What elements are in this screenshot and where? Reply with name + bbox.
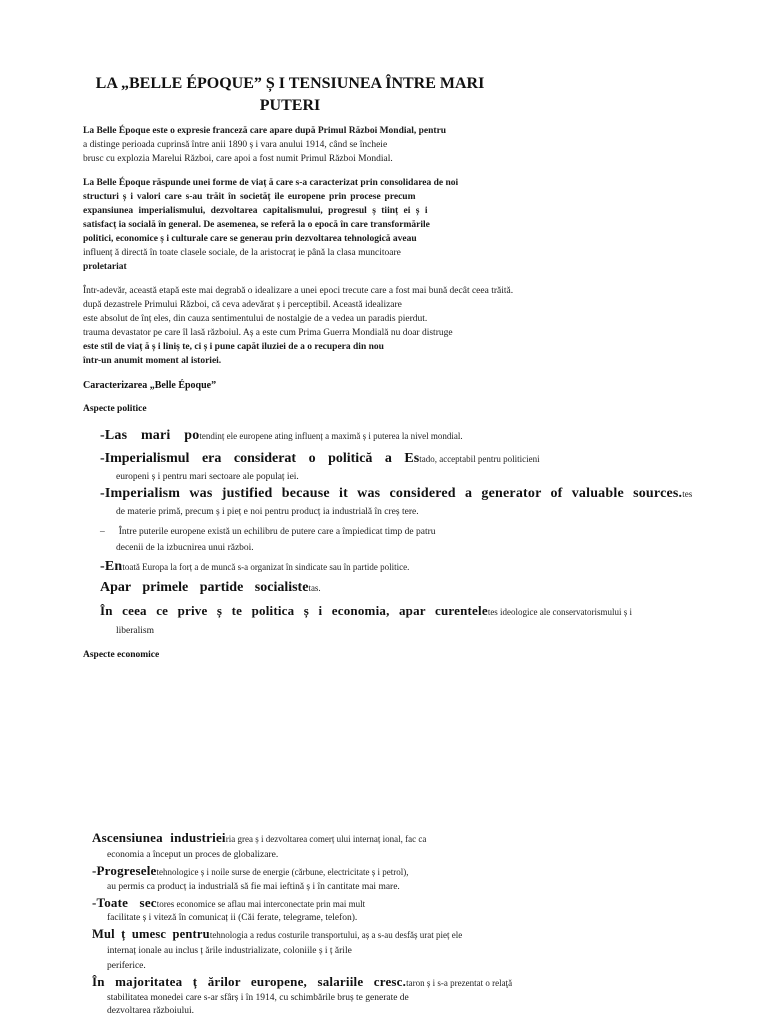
economic-item: -Progreseletehnologice ș i noile surse de energie (cărbune, electricitate ș i petrol),	[92, 863, 409, 878]
paragraph-line: proletariat	[83, 262, 127, 272]
political-item-continuation: decenii de la izbucnirea unui război.	[116, 543, 254, 553]
economic-item-continuation: stabilitatea monedei care s-ar sfârș i în 1914, cu schimbările bruș te generate de	[107, 993, 409, 1003]
paragraph-line: după dezastrele Primului Război, că ceva adevărat ș i perceptibil. Această idealizare	[83, 300, 402, 310]
paragraph-line: într-un anumit moment al istoriei.	[83, 356, 222, 366]
economic-item-continuation: facilitate ș i viteză în comunicaț ii (Căi ferate, telegrame, telefon).	[107, 913, 358, 923]
economic-item-continuation: au permis ca producț ia industrială să fie mai ieftină ș i în cantitate mai mare.	[107, 882, 400, 892]
political-item: -Entoată Europa la forț a de muncă s-a organizat în sindicate sau în partide politice.	[100, 559, 410, 574]
economic-item: În majoritatea ț ărilor europene, salariile cresc.taron ș i s-a prezentat o relaţă	[92, 974, 513, 989]
economic-item: Ascensiunea industrieiria grea ș i dezvoltarea comerț ului internaț ional, fac ca	[92, 830, 427, 845]
economic-item-continuation: dezvoltarea războiului.	[107, 1006, 195, 1016]
paragraph-line: este absolut de înț eles, din cauza sentimentului de nostalgie de a vedea un paradis pierdut.	[83, 314, 428, 324]
political-item-continuation: de materie primă, precum ș i pieț e noi pentru producț ia industrială în creș tere.	[116, 507, 419, 517]
paragraph-line: expansiunea imperialismului, dezvoltarea capitalismului, progresul ș tiinț ei ș i	[83, 206, 428, 216]
political-item: -Imperialismul era considerat o politică a Estado, acceptabil pentru politicieni	[100, 451, 540, 466]
subsection-heading: Aspecte politice	[83, 404, 147, 414]
paragraph-line: structuri ș i valori care s-au trăit în societăț ile europene prin procese precum	[83, 192, 416, 202]
economic-item-continuation: periferice.	[107, 961, 146, 971]
political-item: -Las mari potendinț ele europene ating influenț a maximă ș i puterea la nivel mondial.	[100, 428, 463, 443]
political-item: -Imperialism was justified because it was considered a generator of valuable sources.tes	[100, 486, 693, 501]
paragraph-line: Într-adevăr, această etapă este mai degrabă o idealizare a unei epoci trecute care a fost mai bună decât ceea trăită.	[83, 286, 514, 296]
paragraph-line: politici, economice ș i culturale care se generau prin dezvoltarea tehnologică aveau	[83, 234, 417, 244]
paragraph-line: La Belle Époque răspunde unei forme de viaț ă care s-a caracterizat prin consolidarea de noi	[83, 178, 459, 188]
document-title-line-1: LA „BELLE ÉPOQUE” Ș I TENSIUNEA ÎNTRE MARI	[95, 75, 485, 92]
intro-line: La Belle Époque este o expresie franceză care apare după Primul Război Mondial, pentru	[83, 126, 447, 136]
political-item: – Între puterile europene există un echilibru de putere care a împiedicat timp de patru	[100, 527, 436, 537]
paragraph-line: este stil de viaț ă ș i liniș te, ci ș i pune capăt iluziei de a o recupera din nou	[83, 342, 384, 352]
paragraph-line: influenț ă directă în toate clasele sociale, de la aristocraț ie până la clasa muncitoare	[83, 248, 401, 258]
intro-line: brusc cu explozia Marelui Război, care apoi a fost numit Primul Război Mondial.	[83, 154, 393, 164]
economic-item-continuation: internaț ionale au inclus ț ările industrializate, coloniile ș i ț ările	[107, 946, 352, 956]
paragraph-line: trauma devastator pe care îl lasă războiul. Aș a este cum Prima Guerra Mondială nu doar distruge	[83, 328, 453, 338]
economic-item: -Toate sectores economice se aflau mai interconectate prin mai mult	[92, 895, 366, 910]
document-title-line-2: PUTERI	[259, 97, 321, 114]
intro-line: a distinge perioada cuprinsă între anii 1890 ș i vara anului 1914, când se încheie	[83, 140, 388, 150]
political-item: În ceea ce prive ș te politica ș i economia, apar curenteletes ideologice ale conservatorismului ș i	[100, 603, 633, 618]
section-heading: Caracterizarea „Belle Époque”	[83, 380, 217, 391]
paragraph-line: satisfacț ia socială în general. De asemenea, se referă la o epocă în care transformările	[83, 220, 430, 230]
political-item: Apar primele partide socialistetas.	[100, 580, 321, 595]
political-item-continuation: europeni ș i pentru mari sectoare ale populaț iei.	[116, 472, 299, 482]
subsection-heading: Aspecte economice	[83, 650, 160, 660]
political-item-continuation: liberalism	[116, 626, 154, 636]
economic-item: Mul ț umesc pentrutehnologia a redus costurile transportului, aș a s-au desfăș urat pieț ele	[92, 927, 463, 941]
economic-item-continuation: economia a început un proces de globalizare.	[107, 850, 279, 860]
